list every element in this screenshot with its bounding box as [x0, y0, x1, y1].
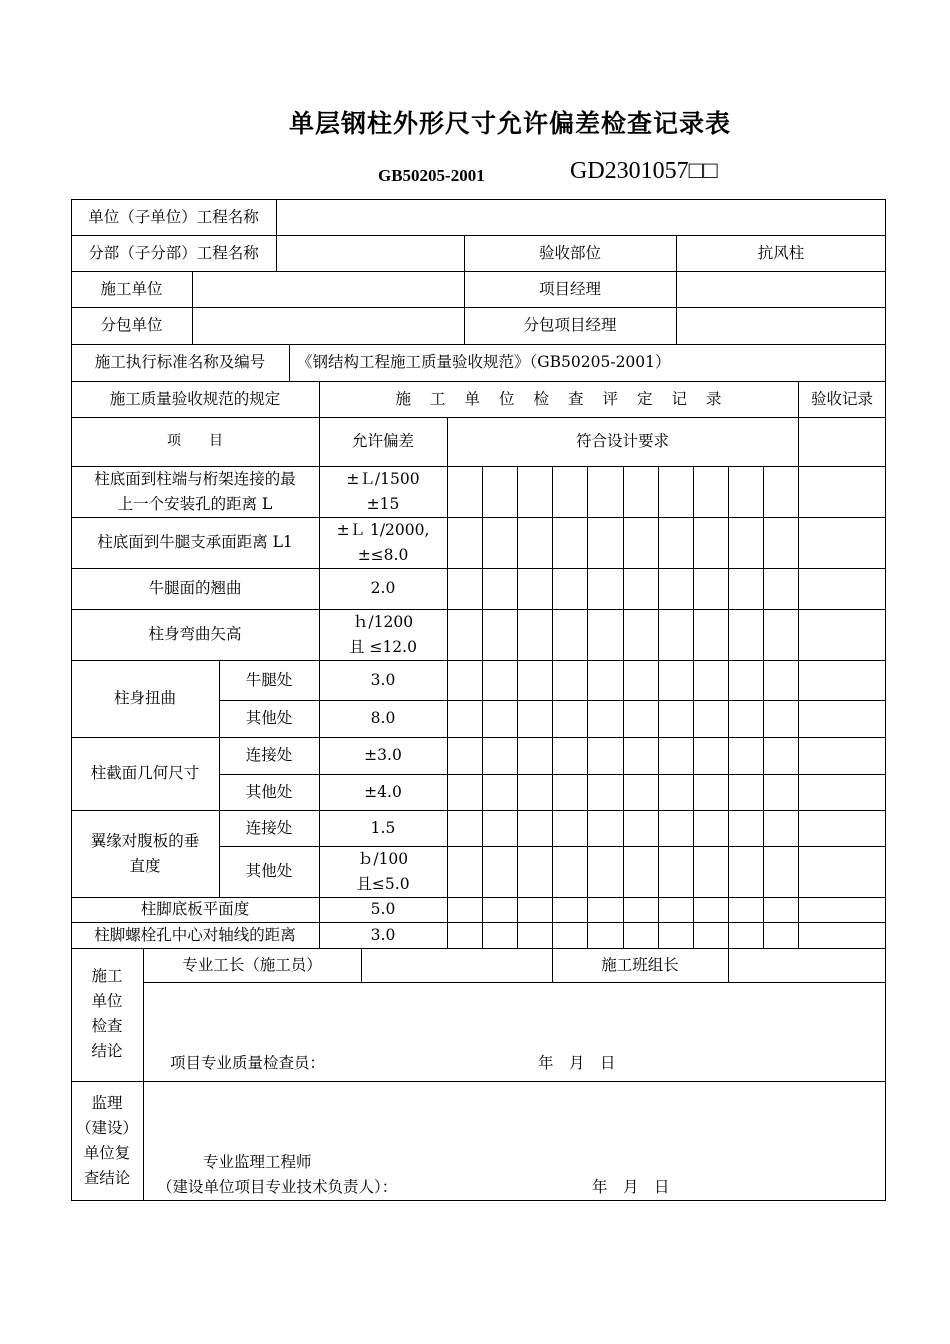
sub-item: 其他处	[245, 862, 293, 880]
unit-name-label: 单位（子单位）工程名称	[88, 207, 259, 226]
engineer-label: 专业监理工程师	[203, 1153, 312, 1171]
supervise-conclusion-label	[71, 1091, 143, 1191]
item-group	[71, 810, 219, 897]
item-name: 柱脚螺栓孔中心对轴线的距离	[94, 925, 296, 944]
tolerance-value	[319, 846, 447, 897]
standard-label: 施工执行标准名称及编号	[94, 353, 266, 371]
eval-label: 施工单位检查评定记录	[395, 389, 741, 408]
label-line: 施工	[91, 967, 123, 985]
tolerance-line: ±Ｌ 1/2000,	[336, 520, 430, 539]
form-code: GD2301057□□	[570, 158, 718, 184]
item-name: 柱底面到柱端与桁架连接的最	[94, 469, 296, 488]
tolerance-value: ±4.0	[364, 782, 402, 801]
group-line: 直度	[129, 856, 161, 875]
sub-item: 连接处	[245, 818, 293, 837]
item-name: 柱脚底板平面度	[140, 900, 250, 918]
spec-label: 施工质量验收规范的规定	[109, 389, 281, 408]
sub-item: 牛腿处	[245, 670, 293, 689]
label-line: 查结论	[83, 1169, 131, 1187]
tolerance-line: ±15	[366, 494, 400, 513]
construct-unit-label: 施工单位	[100, 279, 163, 298]
tolerance-value	[319, 517, 447, 568]
tolerance-value: 8.0	[370, 709, 396, 727]
tolerance-line: 且≤5.0	[356, 874, 410, 893]
owner-label: （建设单位项目专业技术负责人）：	[157, 1178, 398, 1196]
group-line: 翼缘对腹板的垂	[90, 831, 200, 850]
label-line: （建设）	[75, 1119, 138, 1137]
document-title: 单层钢柱外形尺寸允许偏差检查记录表	[288, 109, 731, 138]
standard-value: 《钢结构工程施工质量验收规范》（GB50205-2001）	[297, 353, 671, 371]
tolerance-line: ±Ｌ/1500	[346, 469, 420, 488]
inspector-label: 项目专业质量检查员：	[170, 1054, 326, 1072]
label-line: 监理	[91, 1094, 123, 1112]
tolerance-value	[319, 466, 447, 517]
foreman-label: 专业工长（施工员）	[182, 955, 322, 974]
sub-pm-label: 分包项目经理	[523, 316, 617, 334]
accept-part-value: 抗风柱	[757, 243, 805, 262]
tolerance-value: 3.0	[370, 925, 396, 944]
date-label: 年 月 日	[538, 1054, 616, 1072]
item-name: 牛腿面的翘曲	[148, 579, 242, 597]
sub-item: 其他处	[245, 709, 293, 727]
tolerance-value: 1.5	[370, 818, 396, 837]
table-row	[71, 466, 319, 517]
tolerance-value: 5.0	[370, 900, 396, 918]
item-name: 柱底面到牛腿支承面距离 L1	[97, 533, 293, 551]
standard-code: GB50205-2001	[378, 166, 485, 185]
construct-conclusion-label	[71, 964, 143, 1064]
label-line: 结论	[91, 1042, 123, 1060]
sub-name-label: 分部（子分部）工程名称	[88, 243, 259, 262]
subcontract-label: 分包单位	[100, 316, 163, 334]
tolerance-line: ｈ/1200	[352, 612, 414, 631]
tolerance-label: 允许偏差	[351, 432, 414, 450]
accept-part-label: 验收部位	[538, 243, 601, 262]
label-line: 单位复	[83, 1144, 131, 1162]
item-group: 柱身扭曲	[113, 689, 176, 707]
tolerance-value: 2.0	[370, 579, 396, 597]
tolerance-line: ｂ/100	[357, 849, 409, 868]
date-label-2: 年 月 日	[592, 1178, 670, 1196]
tolerance-value	[319, 609, 447, 660]
tolerance-value: 3.0	[370, 670, 396, 689]
tolerance-line: ±≤8.0	[357, 545, 409, 564]
label-line: 检查	[91, 1017, 123, 1035]
conform-label: 符合设计要求	[575, 432, 669, 450]
sub-item: 连接处	[245, 746, 293, 764]
pm-label: 项目经理	[538, 279, 601, 298]
tolerance-value: ±3.0	[364, 746, 402, 764]
item-label: 项 目	[167, 433, 223, 449]
sub-item: 其他处	[245, 782, 293, 801]
item-group: 柱截面几何尺寸	[90, 764, 200, 782]
item-name: 柱身弯曲矢高	[148, 625, 242, 643]
tolerance-line: 且 ≤12.0	[349, 637, 417, 656]
label-line: 单位	[91, 992, 123, 1010]
item-name: 上一个安装孔的距离 L	[117, 494, 273, 513]
team-leader-label: 施工班组长	[601, 955, 679, 974]
accept-record-label: 验收记录	[810, 389, 873, 408]
